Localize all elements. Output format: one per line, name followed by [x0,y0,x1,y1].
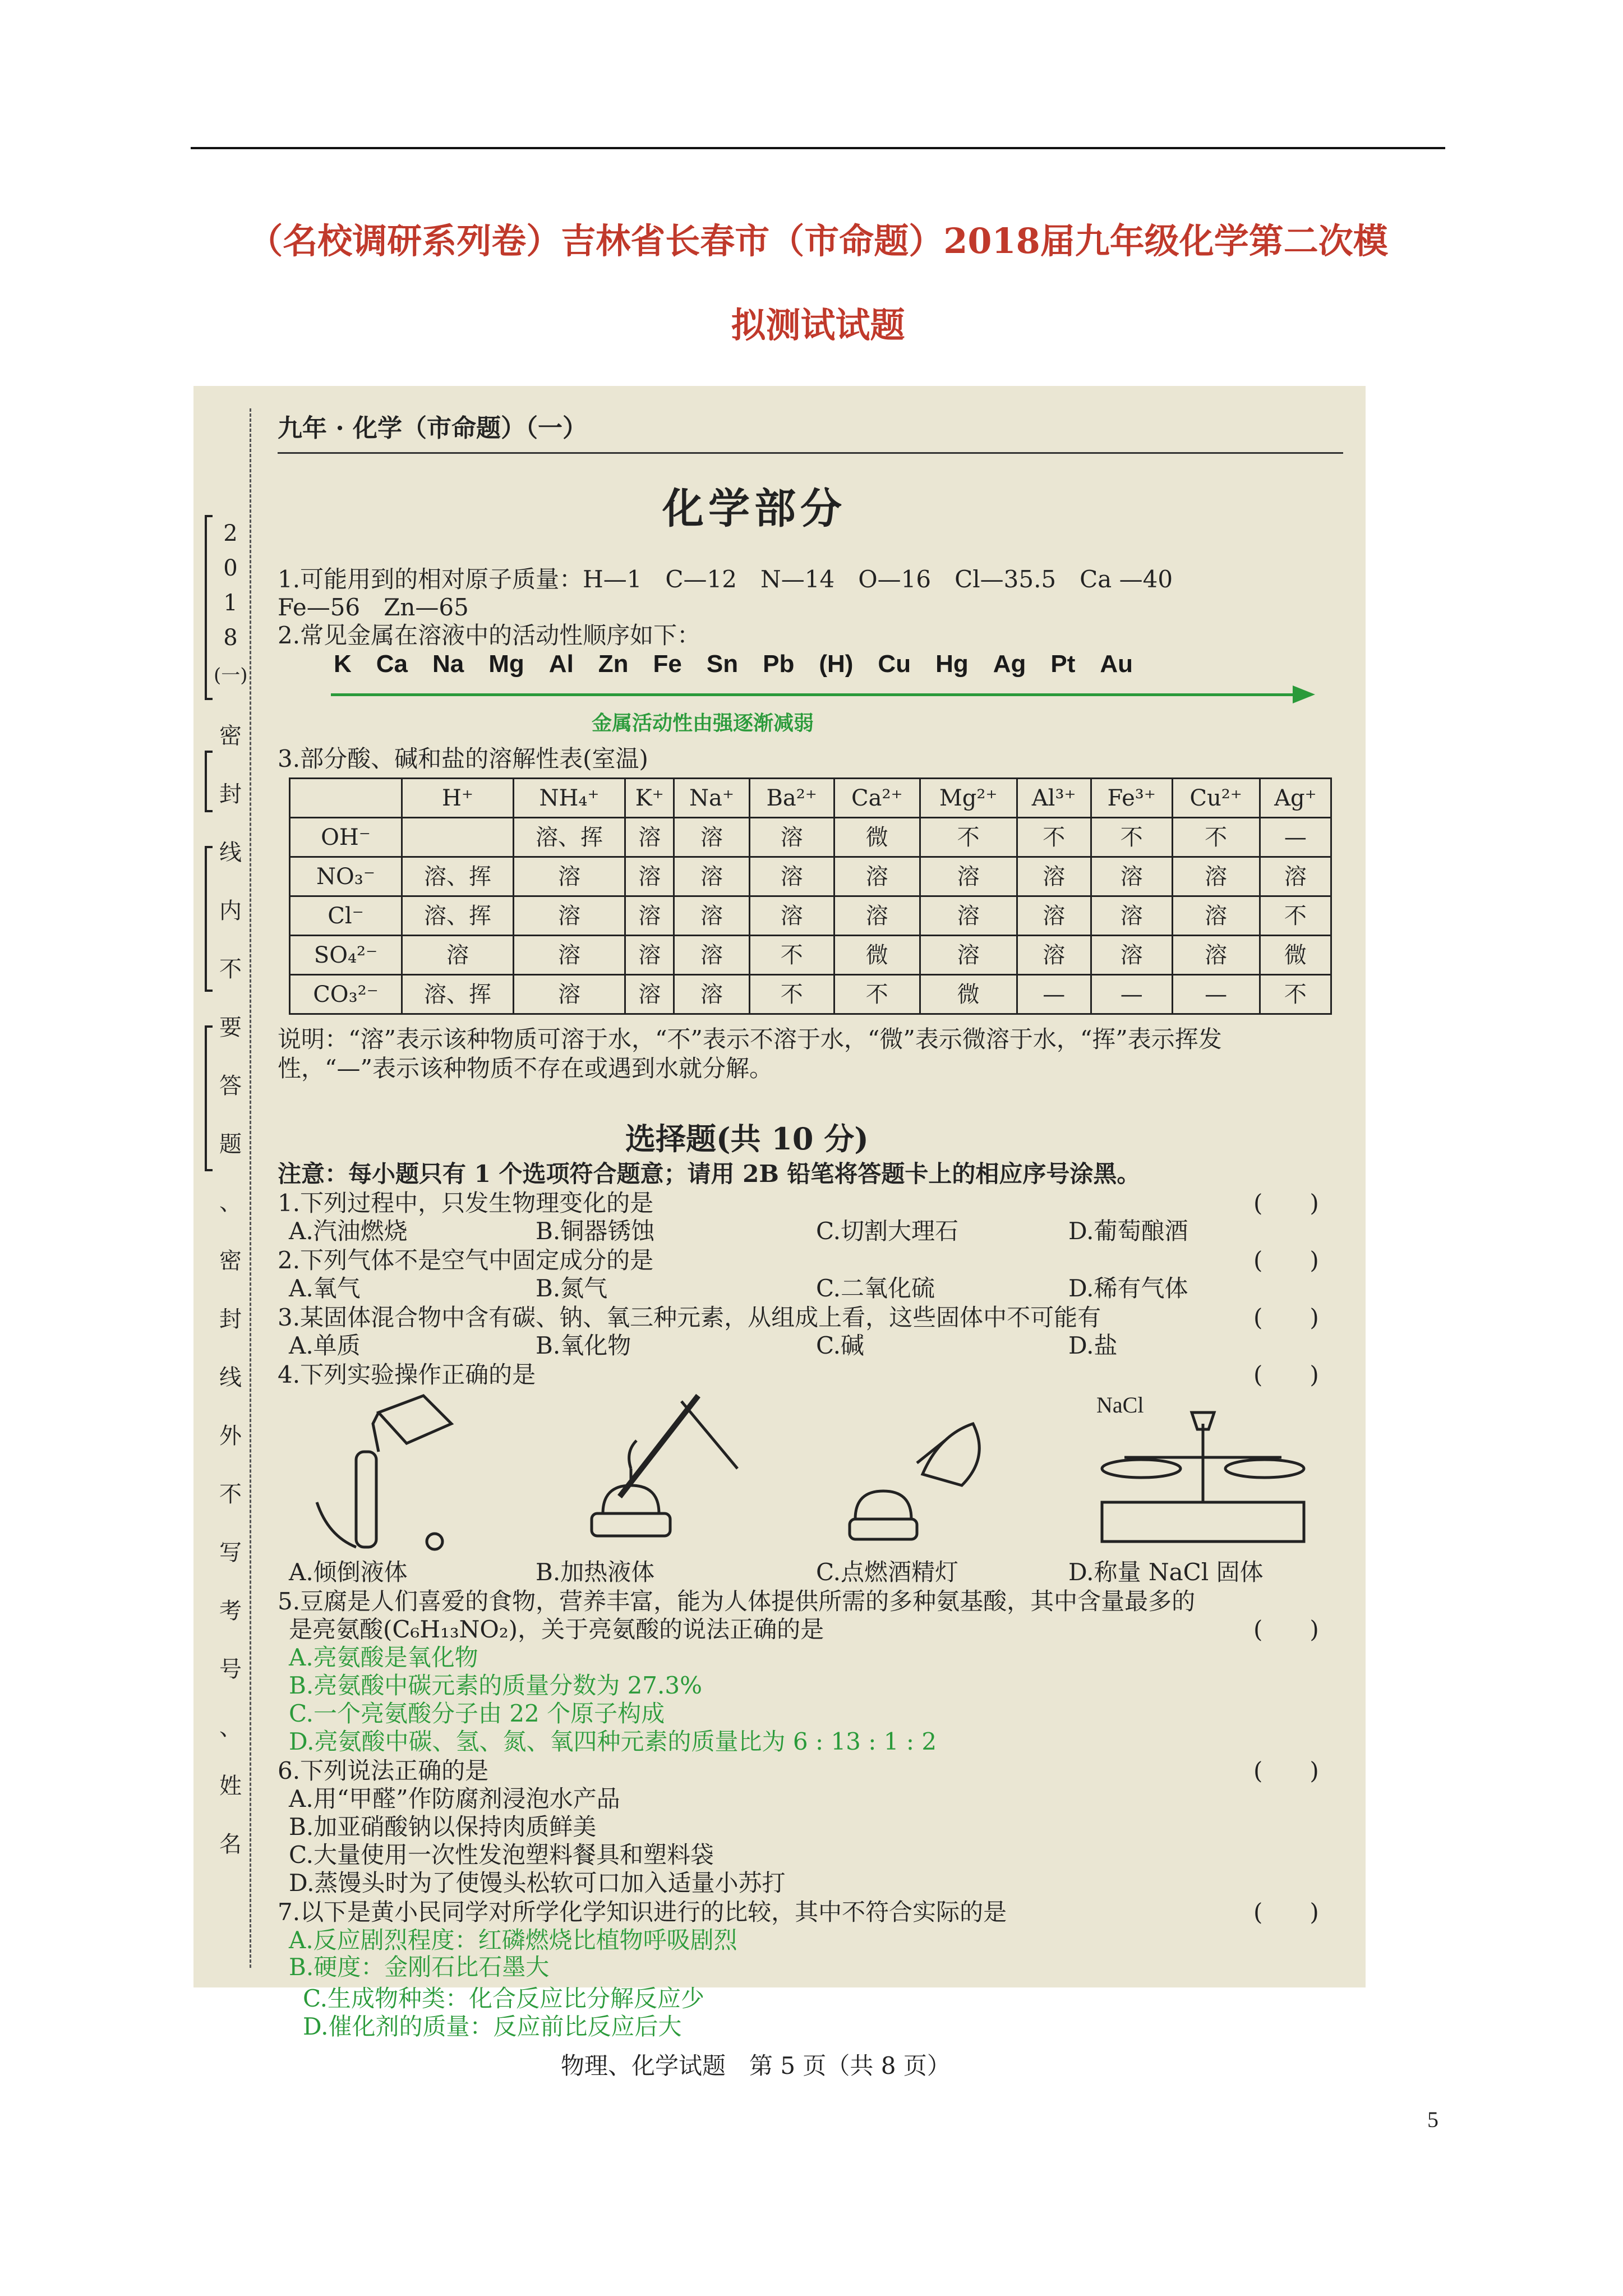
margin-char: 要 [219,1015,242,1041]
q7-option-a: A.反应剧烈程度：红磷燃烧比植物呼吸剧烈 [289,1926,737,1954]
table-row [290,857,1331,896]
table-cell: 不 [749,975,834,1014]
scanned-exam-page [193,386,1366,1987]
answer-blank: ( ) [1253,1757,1319,1784]
q6-option-a: A.用“甲醛”作防腐剂浸泡水产品 [289,1785,620,1812]
table-cell: 溶 [1260,857,1331,896]
table-header-cell: Na⁺ [674,779,749,818]
margin-bracket [205,515,213,700]
margin-char: 号 [219,1657,242,1682]
document-title-line2: 拟测试试题 [731,305,905,346]
q1-option-a: A.汽油燃烧 [289,1217,408,1245]
header-rule [278,452,1343,454]
table-cell: 微 [1260,936,1331,975]
table-cell: 溶、挥 [402,975,514,1014]
note-atomic-mass-cont: Fe—56 Zn—65 [278,593,469,621]
q1-stem: 1.下列过程中，只发生物理变化的是 [278,1189,654,1217]
answer-blank: ( ) [1253,1361,1319,1388]
table-cell: 溶 [674,975,749,1014]
table-cell: 微 [834,818,920,857]
table-header-cell: Al³⁺ [1017,779,1091,818]
table-cell: 溶 [1172,857,1260,896]
margin-char: 不 [219,1481,242,1507]
margin-char: 2 [223,521,238,546]
table-row [290,896,1331,936]
q6-option-b: B.加亚硝酸钠以保持肉质鲜美 [289,1813,597,1841]
table-cell: 溶 [402,936,514,975]
table-note-line2: 性，“—”表示该种物质不存在或遇到水就分解。 [278,1055,773,1082]
table-cell: 溶 [920,936,1017,975]
margin-char: 线 [219,840,242,866]
margin-char: 写 [219,1540,242,1566]
note-atomic-mass: 1.可能用到的相对原子质量：H—1 C—12 N—14 O—16 Cl—35.5 Ca —40 [278,565,1173,593]
choice-section-title: 选择题(共 10 分) [625,1121,869,1157]
table-cell: 溶 [625,936,674,975]
document-title-line1: （名校调研系列卷）吉林省长春市（市命题）2018届九年级化学第二次模 [248,220,1388,261]
table-cell: — [1091,975,1172,1014]
table-cell: 溶 [1017,857,1091,896]
q2-option-c: C.二氧化硫 [816,1274,935,1302]
answer-blank: ( ) [1253,1246,1319,1274]
table-cell: 溶 [920,857,1017,896]
margin-char: 外 [219,1423,242,1449]
q4-stem: 4.下列实验操作正确的是 [278,1361,536,1388]
table-row [290,818,1331,857]
table-header-cell: H⁺ [402,779,514,818]
q3-option-d: D.盐 [1068,1332,1118,1359]
table-row-anion: Cl⁻ [290,896,402,936]
margin-char: 不 [219,956,242,982]
page-number: 5 [1427,2107,1438,2132]
margin-char: 、 [219,1715,242,1741]
table-cell: 溶 [514,975,625,1014]
note-solubility-heading: 3.部分酸、碱和盐的溶解性表(室温) [278,745,648,772]
margin-char: 0 [223,555,238,581]
table-cell: — [1260,818,1331,857]
table-header-cell: K⁺ [625,779,674,818]
table-cell: 溶、挥 [402,896,514,936]
margin-char: 线 [219,1365,242,1391]
table-note-line1: 说明：“溶”表示该种物质可溶于水，“不”表示不溶于水，“微”表示微溶于水，“挥”表示挥发 [278,1025,1222,1053]
table-header-cell: Ag⁺ [1260,779,1331,818]
table-cell: 溶 [625,896,674,936]
table-row [290,936,1331,975]
table-header-cell: NH₄⁺ [514,779,625,818]
q3-option-a: A.单质 [289,1332,361,1359]
choice-instruction: 注意：每小题只有 1 个选项符合题意；请用 2B 铅笔将答题卡上的相应序号涂黑。 [278,1160,1141,1188]
table-cell: 不 [749,936,834,975]
margin-bracket [205,1025,213,1171]
q7-stem: 7.以下是黄小民同学对所学化学知识进行的比较，其中不符合实际的是 [278,1898,1007,1926]
balance-scale-illustration [1080,1390,1326,1553]
q5-option-b: B.亮氨酸中碳元素的质量分数为 27.3% [289,1672,702,1699]
table-cell: 微 [834,936,920,975]
exam-header: 九年 · 化学（市命题）（一） [278,414,587,443]
table-cell: 溶 [1172,896,1260,936]
table-cell: 溶、挥 [514,818,625,857]
scan-footer: 物理、化学试题 第 5 页（共 8 页） [561,2052,951,2079]
table-cell: 不 [1260,896,1331,936]
table-cell: 溶 [1091,936,1172,975]
table-row-anion: OH⁻ [290,818,402,857]
q5-stem-line1: 5.豆腐是人们喜爱的食物，营养丰富，能为人体提供所需的多种氨基酸，其中含量最多的 [278,1588,1196,1615]
table-cell: 溶 [1017,896,1091,936]
q6-option-d: D.蒸馒头时为了使馒头松软可口加入适量小苏打 [289,1869,786,1897]
table-cell [402,818,514,857]
arrow-head-icon [1293,685,1315,703]
q4-option-a: A.倾倒液体 [289,1558,408,1586]
nacl-label: NaCl [1096,1392,1144,1418]
table-cell: — [1172,975,1260,1014]
q1-option-b: B.铜器锈蚀 [536,1217,655,1245]
table-cell: 微 [920,975,1017,1014]
margin-char: 、 [219,1190,242,1216]
q3-option-b: B.氧化物 [536,1332,631,1359]
pouring-liquid-illustration [294,1390,474,1553]
q3-option-c: C.碱 [816,1332,864,1359]
q6-stem: 6.下列说法正确的是 [278,1757,489,1784]
top-rule [191,147,1445,149]
activity-note: 金属活动性由强逐渐减弱 [592,711,814,735]
margin-char: 密 [219,1248,242,1274]
margin-char: 8 [223,625,238,651]
q5-stem-line2: 是亮氨酸(C₆H₁₃NO₂)，关于亮氨酸的说法正确的是 [289,1616,824,1643]
q3-stem: 3.某固体混合物中含有碳、钠、氧三种元素，从组成上看，这些固体中不可能有 [278,1304,1101,1331]
q2-option-b: B.氮气 [536,1274,608,1302]
table-cell: 溶 [674,857,749,896]
table-cell: 溶 [514,857,625,896]
margin-char: 名 [219,1832,242,1857]
table-cell: 不 [1260,975,1331,1014]
margin-char: 密 [219,723,242,749]
binding-margin [193,386,255,1987]
heating-liquid-illustration [552,1390,754,1553]
table-cell: 溶 [834,857,920,896]
table-cell: 不 [834,975,920,1014]
table-cell: 溶 [514,896,625,936]
q4-illustrations [294,1390,1332,1558]
table-cell: 溶 [749,818,834,857]
answer-blank: ( ) [1253,1189,1319,1217]
margin-char: 考 [219,1598,242,1624]
table-cell: 溶 [1091,857,1172,896]
q5-option-c: C.一个亮氨酸分子由 22 个原子构成 [289,1700,665,1727]
table-row-anion: SO₄²⁻ [290,936,402,975]
table-header-cell: Cu²⁺ [1172,779,1260,818]
table-cell: 溶 [1017,936,1091,975]
table-cell: 溶 [674,896,749,936]
table-cell: 溶 [625,857,674,896]
table-cell: — [1017,975,1091,1014]
q2-stem: 2.下列气体不是空气中固定成分的是 [278,1246,654,1274]
exam-content [278,386,1349,1987]
table-cell: 溶 [514,936,625,975]
q4-option-b: B.加热液体 [536,1558,655,1586]
table-cell: 不 [1172,818,1260,857]
margin-char: 答 [219,1073,242,1099]
table-cell: 溶 [625,818,674,857]
q2-option-a: A.氧气 [289,1274,361,1302]
table-cell: 溶 [834,896,920,936]
margin-char: (一) [214,664,248,687]
table-header-cell: Fe³⁺ [1091,779,1172,818]
table-header-row [290,779,1331,818]
q4-option-c: C.点燃酒精灯 [816,1558,958,1586]
table-cell: 不 [1017,818,1091,857]
table-cell: 溶 [625,975,674,1014]
table-cell: 溶 [674,936,749,975]
table-header-cell: Mg²⁺ [920,779,1017,818]
q6-option-c: C.大量使用一次性发泡塑料餐具和塑料袋 [289,1841,714,1869]
q7-option-d: D.催化剂的质量：反应前比反应后大 [303,2013,682,2040]
answer-blank: ( ) [1253,1304,1319,1331]
table-cell: 溶 [749,896,834,936]
solubility-table [289,777,1332,1015]
seal-line [250,408,251,1968]
q7-option-c: C.生成物种类：化合反应比分解反应少 [303,1985,704,2012]
table-row-anion: CO₃²⁻ [290,975,402,1014]
margin-char: 题 [219,1131,242,1157]
q7-option-b: B.硬度：金刚石比石墨大 [289,1953,550,1981]
q5-option-d: D.亮氨酸中碳、氢、氮、氧四种元素的质量比为 6 : 13 : 1 : 2 [289,1728,937,1755]
table-cell: 溶 [749,857,834,896]
table-cell: 不 [1091,818,1172,857]
margin-char: 内 [219,898,242,924]
q1-option-c: C.切割大理石 [816,1217,958,1245]
margin-char: 封 [219,1306,242,1332]
table-header-cell [290,779,402,818]
table-cell: 溶 [674,818,749,857]
margin-char: 姓 [219,1773,242,1799]
table-header-cell: Ca²⁺ [834,779,920,818]
lighting-alcohol-lamp-illustration [833,1390,1012,1553]
margin-char: 1 [223,590,238,616]
metal-activity-series: K Ca Na Mg Al Zn Fe Sn Pb (H) Cu Hg Ag Pt Au [334,650,1133,678]
section-title: 化学部分 [662,485,846,533]
table-row [290,975,1331,1014]
table-header-cell: Ba²⁺ [749,779,834,818]
margin-bracket [205,751,213,812]
note-activity-heading: 2.常见金属在溶液中的活动性顺序如下： [278,622,701,649]
table-cell: 溶、挥 [402,857,514,896]
q2-option-d: D.稀有气体 [1068,1274,1188,1302]
q5-option-a: A.亮氨酸是氧化物 [289,1644,478,1671]
q1-option-d: D.葡萄酿酒 [1068,1217,1188,1245]
table-cell: 溶 [1172,936,1260,975]
answer-blank: ( ) [1253,1898,1319,1926]
table-cell: 溶 [1091,896,1172,936]
margin-bracket [205,846,213,992]
answer-blank: ( ) [1253,1616,1319,1643]
q4-option-d: D.称量 NaCl 固体 [1068,1558,1264,1586]
table-cell: 不 [920,818,1017,857]
table-row-anion: NO₃⁻ [290,857,402,896]
activity-arrow-line [331,693,1295,696]
margin-char: 封 [219,781,242,807]
table-cell: 溶 [920,896,1017,936]
